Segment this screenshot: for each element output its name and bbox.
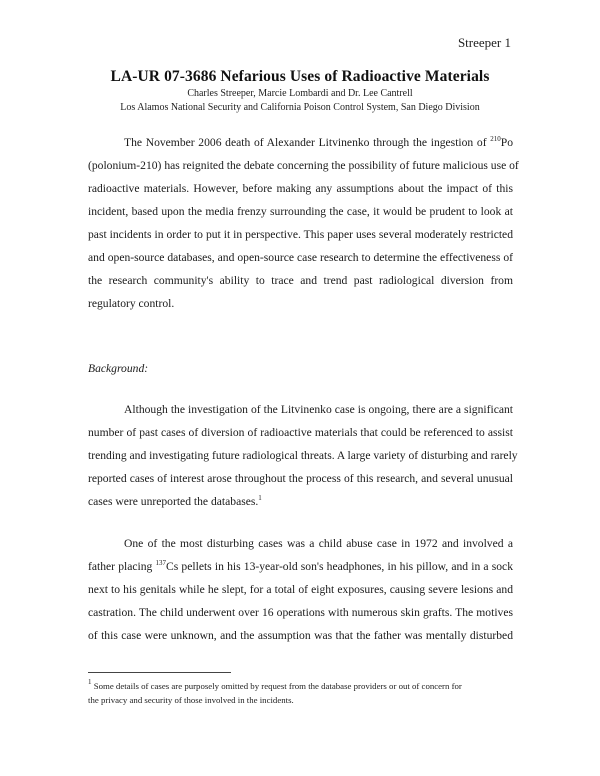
footnote [88, 679, 518, 707]
paragraph-line: the research community's ability to trace and trend past radiological diversion from [88, 274, 513, 287]
paragraph-line: next to his genitals while he slept, for a total of eight exposures, causing severe lesions and [88, 583, 513, 596]
paragraph-line: trending and investigating future radiological threats. A large variety of disturbing and rarely [88, 449, 518, 462]
affiliation-line: Los Alamos National Security and California Poison Control System, San Diego Division [120, 102, 480, 113]
paragraph-line: One of the most disturbing cases was a child abuse case in 1972 and involved a [124, 537, 513, 550]
paragraph-line: number of past cases of diversion of radioactive materials that could be referenced to assist [88, 426, 513, 439]
paragraph-intro [88, 131, 519, 315]
paragraph-line: of this case were unknown, and the assumption was that the father was mentally disturbed [88, 629, 513, 642]
isotope-superscript: 210 [490, 135, 501, 143]
paragraph-line: father placing $^{137}$Cs pellets in his 13-year-old son's headphones, in his pillow, and in a sock [88, 559, 514, 573]
paragraph-line: reported cases of interest arose throughout the process of this research, and several unusual [88, 472, 513, 485]
paragraph-line: Although the investigation of the Litvinenko case is ongoing, there are a significant [124, 403, 513, 416]
footnote-number: 1 [88, 678, 92, 686]
paragraph-line: cases were unreported the databases.$^1$ [88, 494, 262, 508]
paragraph-line: regulatory control. [88, 297, 175, 310]
paragraph-line: and open-source databases, and open-source case research to determine the effectiveness of [88, 251, 513, 264]
paragraph-line: radioactive materials. However, before making any assumptions about the impact of this [88, 182, 513, 195]
paper-title: LA-UR 07-3686 Nefarious Uses of Radioactive Materials [110, 68, 490, 85]
footnote-divider [88, 672, 231, 673]
footnote-line: the privacy and security of those involved in the incidents. [88, 695, 294, 705]
authors-line: Charles Streeper, Marcie Lombardi and Dr. Lee Cantrell [187, 88, 413, 99]
paragraph-background [88, 398, 518, 513]
paragraph-line: The November 2006 death of Alexander Litvinenko through the ingestion of $^{210}$Po [124, 135, 513, 149]
footnote-line: $^1$ Some details of cases are purposely omitted by request from the database providers or out of concern for [88, 678, 462, 691]
paragraph-case [88, 532, 513, 647]
running-head: Streeper 1 [457, 35, 511, 50]
isotope-superscript: 137 [155, 559, 167, 567]
paragraph-line: past incidents in order to put it in perspective. This paper uses several moderately restricted [88, 228, 513, 241]
paragraph-line: (polonium-210) has reignited the debate concerning the possibility of future malicious use of [88, 159, 519, 172]
paragraph-line: incident, based upon the media frenzy surrounding the case, it would be prudent to look at [88, 205, 513, 218]
footnote-marker: 1 [258, 494, 262, 502]
section-heading-background: Background: [88, 362, 149, 375]
paragraph-line: castration. The child underwent over 16 operations with numerous skin grafts. The motives [88, 606, 513, 619]
